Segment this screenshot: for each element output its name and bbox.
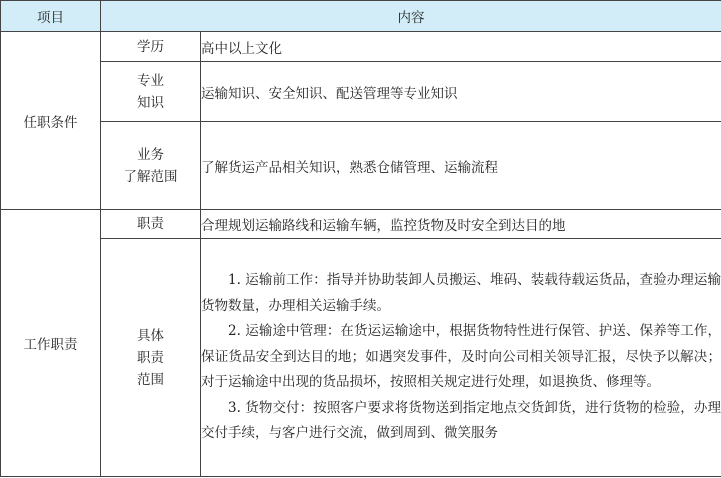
scope-paragraph: 2. 运输途中管理：在货运运输途中，根据货物特性进行保管、护送、保养等工作，保证货品安全到达目的地；如遇突发事件，及时向公司相关领导汇报，尽快予以解决；对于运输途中出现的货品损坏，按照相关规定进行处理，如退换货、修理等。: [201, 323, 721, 391]
content-responsibility: 合理规划运输路线和运输车辆，监控货物及时安全到达目的地: [201, 210, 721, 239]
table-header-row: [1, 1, 721, 32]
category-qualification: 任职条件: [1, 32, 101, 210]
category-duties: 工作职责: [1, 210, 101, 477]
scope-paragraph: 1. 运输前工作：指导并协助装卸人员搬运、堆码、装载待载运货品，查验办理运输货物数量，办理相关运输手续。: [201, 272, 721, 314]
label-line: 专业: [137, 72, 164, 89]
label-line: 知识: [137, 94, 164, 111]
table-row: [1, 122, 721, 210]
label-line: 业务: [137, 146, 164, 163]
content-specific-scope: [201, 239, 721, 477]
table-row: [1, 239, 721, 477]
label-specific-scope: [101, 239, 201, 477]
label-responsibility: 职责: [101, 210, 201, 239]
label-line: 范围: [137, 371, 164, 388]
label-line: 具体: [137, 327, 164, 344]
header-content: 内容: [101, 1, 721, 32]
table-row: [1, 32, 721, 62]
table-row: [1, 62, 721, 122]
content-professional-knowledge: 运输知识、安全知识、配送管理等专业知识: [201, 62, 721, 122]
label-line: 学历: [137, 38, 164, 55]
label-business-scope: [101, 122, 201, 210]
label-professional-knowledge: [101, 62, 201, 122]
content-business-scope: 了解货运产品相关知识，熟悉仓储管理、运输流程: [201, 122, 721, 210]
label-line: 了解范围: [123, 168, 178, 185]
scope-paragraph: 3. 货物交付：按照客户要求将货物送到指定地点交货卸货，进行货物的检验，办理交付手续，与客户进行交流，做到周到、微笑服务: [201, 399, 721, 442]
content-education: 高中以上文化: [201, 32, 721, 62]
label-line: 职责: [137, 349, 164, 366]
label-education: [101, 32, 201, 62]
table-row: [1, 210, 721, 239]
header-item: 项目: [1, 1, 101, 32]
